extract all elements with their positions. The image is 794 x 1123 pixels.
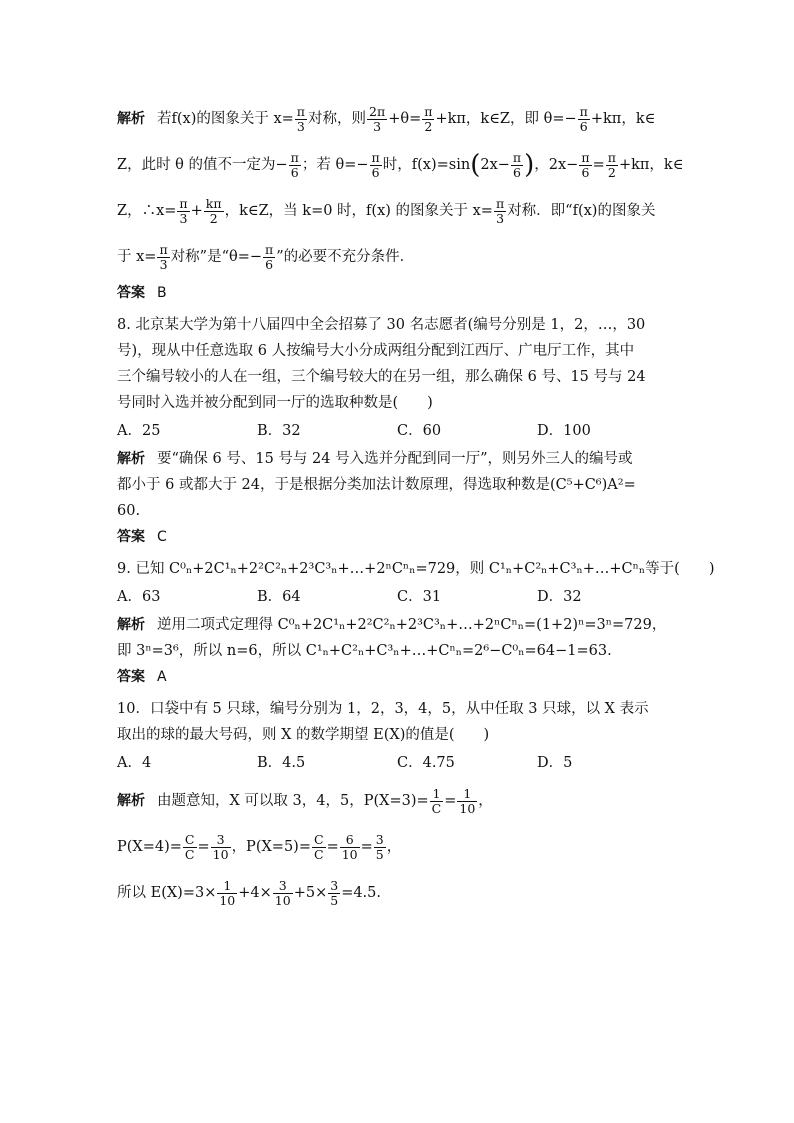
choice-d: D．100 xyxy=(537,423,591,439)
fraction: $\frac{\pi}{6}$ xyxy=(371,149,380,180)
q9-solution-line-1: 解析 逆用二项式定理得 C⁰ₙ+2C¹ₙ+2²C²ₙ+2³C³ₙ+…+2ⁿCⁿₙ=(1+2)ⁿ=3ⁿ=729， xyxy=(117,617,667,633)
q8-stem-line-3: 三个编号较小的人在一组，三个编号较大的在另一组，那么确保 6 号、15 号与 24 xyxy=(117,369,646,385)
fraction: $\frac{2\pi}{3}$ xyxy=(369,103,386,134)
choice-b: B．64 xyxy=(257,589,301,605)
fraction: $\frac{3}{10}$ xyxy=(274,877,291,908)
fraction: $\frac{\pi}{6}$ xyxy=(579,103,588,134)
fraction: $\frac{\pi}{6}$ xyxy=(265,241,274,272)
fraction: $\frac{\pi}{6}$ xyxy=(290,149,299,180)
answer-label: 答案 xyxy=(117,285,145,301)
q9-choices xyxy=(117,584,679,610)
q8-solution-line-2: 都小于 6 或都大于 24，于是根据分类加法计数原理，得选取种数是(C⁵+C⁶)A²= xyxy=(117,477,636,493)
solution-label: 解析 xyxy=(117,793,145,809)
q9-solution-line-2: 即 3ⁿ=3⁶，所以 n=6，所以 C¹ₙ+C²ₙ+C³ₙ+…+Cⁿₙ=2⁶−C⁰ₙ=64−1=63. xyxy=(117,643,612,659)
q7-solution-line-3: Z，∴x= $\frac{\pi}{3}$ + $\frac{k\pi}{2}$ ，k∈Z，当 k=0 时，f(x) 的图象关于 x= $\frac{\pi}{3}$ 对称．即“f(x)的图象关 xyxy=(117,195,656,226)
fraction: $\frac{1}{10}$ xyxy=(459,785,476,816)
fraction: $\frac{\pi}{3}$ xyxy=(296,103,306,134)
fraction: $\frac{\pi}{6}$ xyxy=(581,149,590,180)
answer-label: 答案 xyxy=(117,529,145,545)
fraction: $\frac{\pi}{3}$ xyxy=(159,241,168,272)
fraction: $\frac{3}{5}$ xyxy=(375,831,384,862)
answer-value: B xyxy=(157,285,167,301)
q7-solution-line-2: Z，此时 θ 的值不一定为− $\frac{\pi}{6}$ ；若 θ=− $\frac{\pi}{6}$ 时，f(x)=sin(2x− $\frac{\pi}{6}$ )，2x− $\frac{\pi}{6}$ = $\frac{\pi}{2}$ +kπ，k∈ xyxy=(117,149,684,180)
choice-a: A．25 xyxy=(117,423,161,439)
choice-c: C．31 xyxy=(397,589,442,605)
fraction: $\frac{1}{C}$ xyxy=(431,785,442,816)
solution-label: 解析 xyxy=(117,111,145,127)
q8-stem-line-1: 8. 北京某大学为第十八届四中全会招募了 30 名志愿者(编号分别是 1，2，…，30 xyxy=(117,317,646,333)
choice-c: C．4.75 xyxy=(397,755,455,771)
fraction: $\frac{3}{10}$ xyxy=(212,831,229,862)
q8-stem-line-2: 号)，现从中任意选取 6 人按编号大小分成两组分配到江西厅、广电厅工作，其中 xyxy=(117,343,635,359)
fraction: $\frac{3}{5}$ xyxy=(330,877,339,908)
answer-label: 答案 xyxy=(117,669,145,685)
q10-solution-line-1: 解析 由题意知，X 可以取 3，4，5，P(X=3)= $\frac{1}{C}$ = $\frac{1}{10}$ ， xyxy=(117,785,493,816)
fraction: $\frac{6}{10}$ xyxy=(341,831,358,862)
q7-answer xyxy=(117,280,679,306)
document-page xyxy=(117,96,715,916)
q10-solution-line-3: 所以 E(X)=3× $\frac{1}{10}$ +4× $\frac{3}{10}$ +5× $\frac{3}{5}$ =4.5. xyxy=(117,877,382,908)
answer-value: C xyxy=(157,529,167,545)
q10-solution-line-2: P(X=4)= $\frac{C}{C}$ = $\frac{3}{10}$ ，P(X=5)= $\frac{C}{C}$ = $\frac{6}{10}$ = $\frac{3}{5}$ ， xyxy=(117,831,402,862)
solution-label: 解析 xyxy=(117,617,145,633)
fraction: $\frac{\pi}{2}$ xyxy=(424,103,433,134)
q8-choices xyxy=(117,418,679,444)
choice-d: D．32 xyxy=(537,589,582,605)
fraction: $\frac{C}{C}$ xyxy=(313,831,324,862)
q9-stem: 9. 已知 C⁰ₙ+2C¹ₙ+2²C²ₙ+2³C³ₙ+…+2ⁿCⁿₙ=729，则 C¹ₙ+C²ₙ+C³ₙ+…+Cⁿₙ等于( ) xyxy=(117,561,715,577)
q10-choices xyxy=(117,750,679,776)
choice-c: C．60 xyxy=(397,423,442,439)
fraction: $\frac{\pi}{3}$ xyxy=(179,195,188,226)
q10-stem-line-2: 取出的球的最大号码，则 X 的数学期望 E(X)的值是( ) xyxy=(117,727,490,743)
choice-b: B．4.5 xyxy=(257,755,306,771)
fraction: $\frac{\pi}{6}$ xyxy=(512,149,522,180)
solution-label: 解析 xyxy=(117,451,145,467)
answer-value: A xyxy=(157,669,167,685)
fraction: $\frac{\pi}{2}$ xyxy=(607,149,616,180)
fraction: $\frac{1}{10}$ xyxy=(219,877,236,908)
choice-b: B．32 xyxy=(257,423,301,439)
choice-d: D．5 xyxy=(537,755,573,771)
fraction: $\frac{\pi}{3}$ xyxy=(495,195,505,226)
q8-solution-line-3: 60. xyxy=(117,503,141,519)
q10-stem-line-1: 10．口袋中有 5 只球，编号分别为 1，2，3，4，5，从中任取 3 只球，以 X 表示 xyxy=(117,701,649,717)
q9-answer xyxy=(117,664,679,690)
choice-a: A．63 xyxy=(117,589,161,605)
fraction: $\frac{C}{C}$ xyxy=(184,831,195,862)
choice-a: A．4 xyxy=(117,755,152,771)
q8-solution-line-1: 解析 要“确保 6 号、15 号与 24 号入选并分配到同一厅”，则另外三人的编号或 xyxy=(117,451,633,467)
q8-answer xyxy=(117,524,679,550)
q7-solution-line-1: 解析 若f(x)的图象关于 x= $\frac{\pi}{3}$ 对称，则 $\frac{2\pi}{3}$ +θ= $\frac{\pi}{2}$ +kπ，k∈Z，即 θ=− $\frac{\pi}{6}$ +kπ，k∈ xyxy=(117,103,656,134)
q8-stem-line-4: 号同时入选并被分配到同一厅的选取种数是( ) xyxy=(117,395,433,411)
fraction: $\frac{k\pi}{2}$ xyxy=(205,195,222,226)
q7-solution-line-4: 于 x= $\frac{\pi}{3}$ 对称”是“θ=− $\frac{\pi}{6}$ ”的必要不充分条件． xyxy=(117,241,415,272)
